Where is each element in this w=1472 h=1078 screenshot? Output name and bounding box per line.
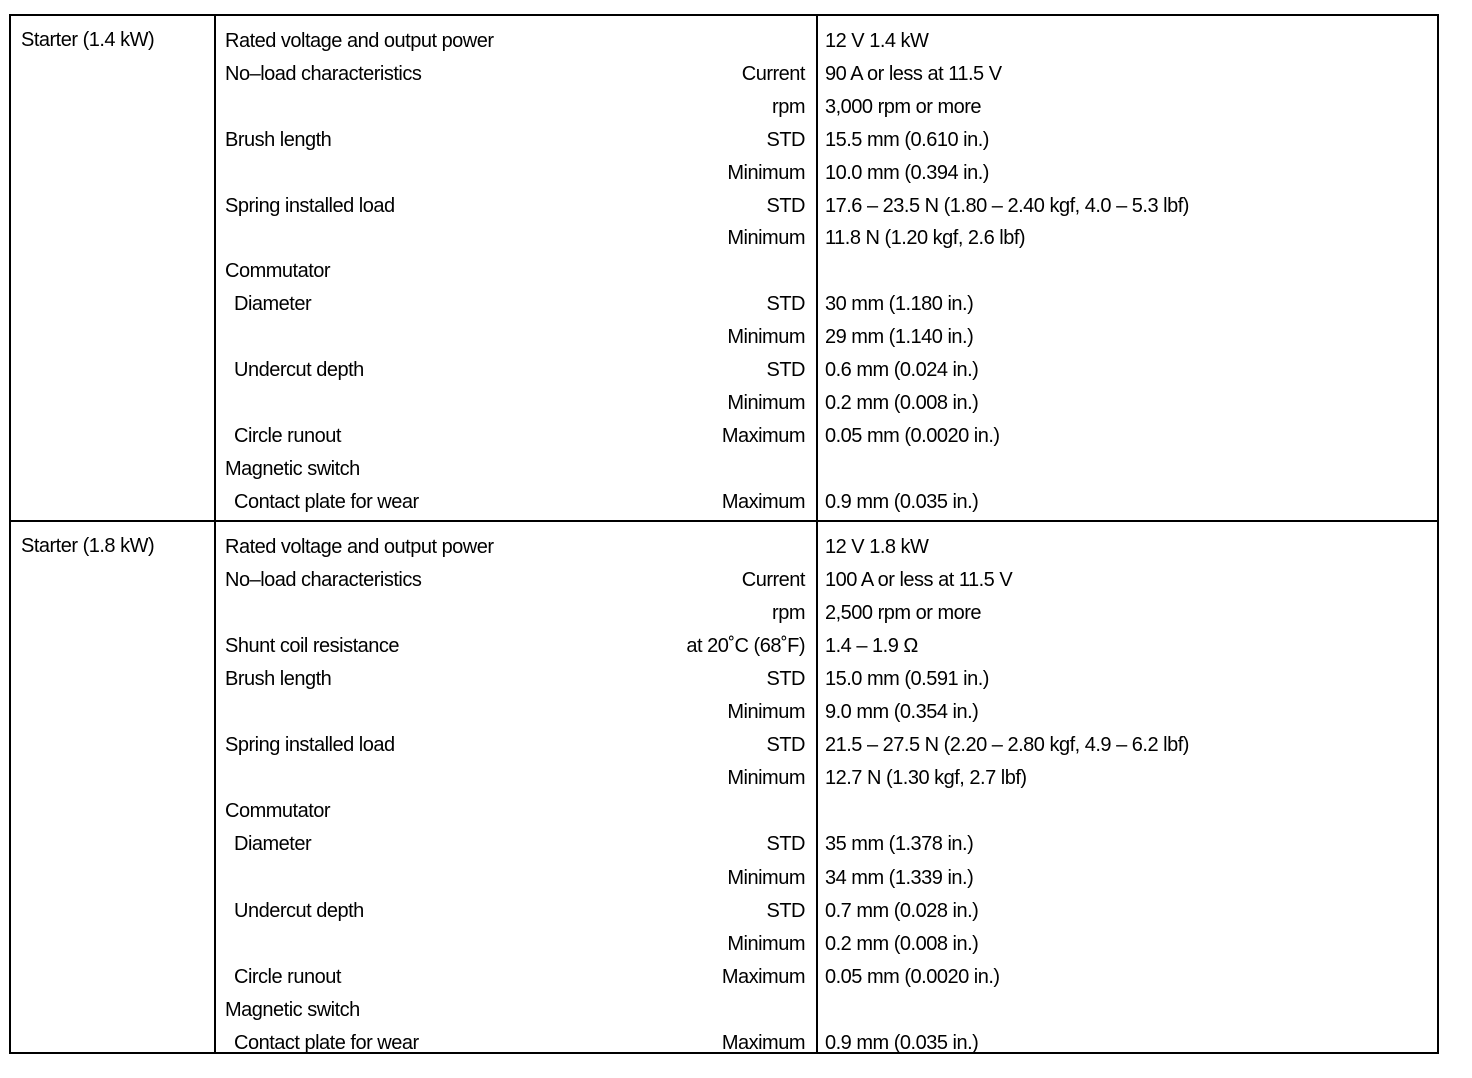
spec-row bbox=[11, 194, 1437, 227]
spec-value: 0.2 mm (0.008 in.) bbox=[825, 932, 979, 955]
spec-value: 0.9 mm (0.035 in.) bbox=[825, 1031, 979, 1054]
spec-condition: Minimum bbox=[727, 161, 805, 184]
spec-value: 10.0 mm (0.394 in.) bbox=[825, 161, 989, 184]
spec-item-label: Brush length bbox=[225, 128, 332, 151]
spec-value: 17.6 – 23.5 N (1.80 – 2.40 kgf, 4.0 – 5.3 lbf) bbox=[825, 194, 1189, 217]
spec-item-label: Magnetic switch bbox=[225, 998, 360, 1021]
spec-condition: STD bbox=[766, 194, 805, 217]
spec-item-label: Commutator bbox=[225, 260, 331, 283]
spec-row bbox=[11, 128, 1437, 161]
spec-row bbox=[11, 799, 1437, 832]
spec-value: 30 mm (1.180 in.) bbox=[825, 293, 974, 316]
spec-row bbox=[11, 161, 1437, 194]
spec-condition: STD bbox=[766, 128, 805, 151]
spec-value: 0.05 mm (0.0020 in.) bbox=[825, 965, 1000, 988]
spec-row bbox=[11, 535, 1437, 568]
spec-condition: rpm bbox=[772, 602, 805, 625]
spec-row bbox=[11, 226, 1437, 259]
spec-condition: STD bbox=[766, 833, 805, 856]
spec-row bbox=[11, 424, 1437, 457]
spec-row bbox=[11, 457, 1437, 490]
spec-item-label: Contact plate for wear bbox=[234, 490, 419, 513]
spec-row bbox=[11, 866, 1437, 899]
spec-value: 100 A or less at 11.5 V bbox=[825, 569, 1013, 592]
spec-condition: at 20˚C (68˚F) bbox=[686, 635, 805, 658]
spec-row bbox=[11, 325, 1437, 358]
spec-row bbox=[11, 29, 1437, 62]
spec-row bbox=[11, 62, 1437, 95]
spec-row bbox=[11, 568, 1437, 601]
spec-value: 0.7 mm (0.028 in.) bbox=[825, 899, 979, 922]
spec-value: 21.5 – 27.5 N (2.20 – 2.80 kgf, 4.9 – 6.2 lbf) bbox=[825, 734, 1189, 757]
spec-item-label: Magnetic switch bbox=[225, 457, 360, 480]
spec-value: 35 mm (1.378 in.) bbox=[825, 833, 974, 856]
spec-item-label: Diameter bbox=[234, 293, 312, 316]
spec-row bbox=[11, 667, 1437, 700]
spec-row bbox=[11, 932, 1437, 965]
spec-condition: Maximum bbox=[721, 490, 805, 513]
spec-condition: Maximum bbox=[721, 424, 805, 447]
spec-value: 3,000 rpm or more bbox=[825, 95, 982, 118]
section-title: Starter (1.4 kW) bbox=[21, 29, 155, 51]
spec-item-label: Spring installed load bbox=[225, 734, 395, 757]
spec-condition: Minimum bbox=[727, 767, 805, 790]
spec-row bbox=[11, 965, 1437, 998]
spec-value: 0.9 mm (0.035 in.) bbox=[825, 490, 979, 513]
spec-value: 29 mm (1.140 in.) bbox=[825, 326, 974, 349]
section-title: Starter (1.8 kW) bbox=[21, 535, 155, 557]
spec-item-label: Circle runout bbox=[234, 965, 341, 988]
spec-condition: rpm bbox=[772, 95, 805, 118]
spec-item-label: Undercut depth bbox=[234, 899, 364, 922]
spec-value: 0.2 mm (0.008 in.) bbox=[825, 391, 979, 414]
spec-value: 12 V 1.4 kW bbox=[825, 30, 929, 52]
spec-row bbox=[11, 766, 1437, 799]
spec-row bbox=[11, 601, 1437, 634]
spec-condition: STD bbox=[766, 293, 805, 316]
spec-condition: Minimum bbox=[727, 326, 805, 349]
spec-item-label: Commutator bbox=[225, 800, 331, 823]
spec-value: 15.5 mm (0.610 in.) bbox=[825, 128, 989, 151]
spec-row bbox=[11, 832, 1437, 865]
spec-value: 1.4 – 1.9 Ω bbox=[825, 635, 918, 658]
spec-condition: Current bbox=[741, 569, 805, 592]
spec-row bbox=[11, 634, 1437, 667]
spec-row bbox=[11, 1031, 1437, 1064]
spec-row bbox=[11, 95, 1437, 128]
spec-condition: Minimum bbox=[727, 227, 805, 250]
spec-condition: STD bbox=[766, 734, 805, 757]
spec-item-label: Spring installed load bbox=[225, 194, 395, 217]
spec-condition: STD bbox=[766, 359, 805, 381]
spec-row bbox=[11, 899, 1437, 932]
spec-section-starter-1-4kw bbox=[9, 14, 1439, 522]
spec-value: 9.0 mm (0.354 in.) bbox=[825, 701, 979, 724]
spec-value: 0.05 mm (0.0020 in.) bbox=[825, 424, 1000, 447]
spec-value: 0.6 mm (0.024 in.) bbox=[825, 359, 979, 381]
spec-item-label: Rated voltage and output power bbox=[225, 536, 494, 558]
spec-value: 15.0 mm (0.591 in.) bbox=[825, 668, 989, 691]
spec-value: 2,500 rpm or more bbox=[825, 602, 982, 625]
spec-condition: Minimum bbox=[727, 932, 805, 955]
spec-value: 12 V 1.8 kW bbox=[825, 536, 929, 558]
spec-row bbox=[11, 733, 1437, 766]
spec-item-label: Circle runout bbox=[234, 424, 341, 447]
spec-condition: STD bbox=[766, 899, 805, 922]
spec-value: 12.7 N (1.30 kgf, 2.7 lbf) bbox=[825, 767, 1027, 790]
spec-value: 11.8 N (1.20 kgf, 2.6 lbf) bbox=[825, 227, 1026, 250]
spec-condition: Current bbox=[741, 62, 805, 85]
spec-row bbox=[11, 292, 1437, 325]
spec-item-label: Rated voltage and output power bbox=[225, 30, 494, 52]
spec-item-label: Undercut depth bbox=[234, 359, 364, 381]
spec-condition: Maximum bbox=[721, 1031, 805, 1054]
spec-row bbox=[11, 259, 1437, 292]
spec-condition: Minimum bbox=[727, 701, 805, 724]
spec-row bbox=[11, 490, 1437, 523]
spec-item-label: Contact plate for wear bbox=[234, 1031, 419, 1054]
spec-value: 90 A or less at 11.5 V bbox=[825, 62, 1002, 85]
spec-item-label: No–load characteristics bbox=[225, 569, 422, 592]
spec-row bbox=[11, 358, 1437, 391]
spec-condition: Minimum bbox=[727, 866, 805, 889]
spec-row bbox=[11, 391, 1437, 424]
spec-row bbox=[11, 700, 1437, 733]
spec-value: 34 mm (1.339 in.) bbox=[825, 866, 974, 889]
spec-item-label: Brush length bbox=[225, 668, 332, 691]
spec-item-label: Diameter bbox=[234, 833, 312, 856]
spec-item-label: Shunt coil resistance bbox=[225, 635, 400, 658]
spec-section-starter-1-8kw bbox=[9, 520, 1439, 1054]
spec-condition: Maximum bbox=[721, 965, 805, 988]
spec-row bbox=[11, 998, 1437, 1031]
spec-item-label: No–load characteristics bbox=[225, 62, 422, 85]
spec-condition: Minimum bbox=[727, 391, 805, 414]
spec-condition: STD bbox=[766, 668, 805, 691]
